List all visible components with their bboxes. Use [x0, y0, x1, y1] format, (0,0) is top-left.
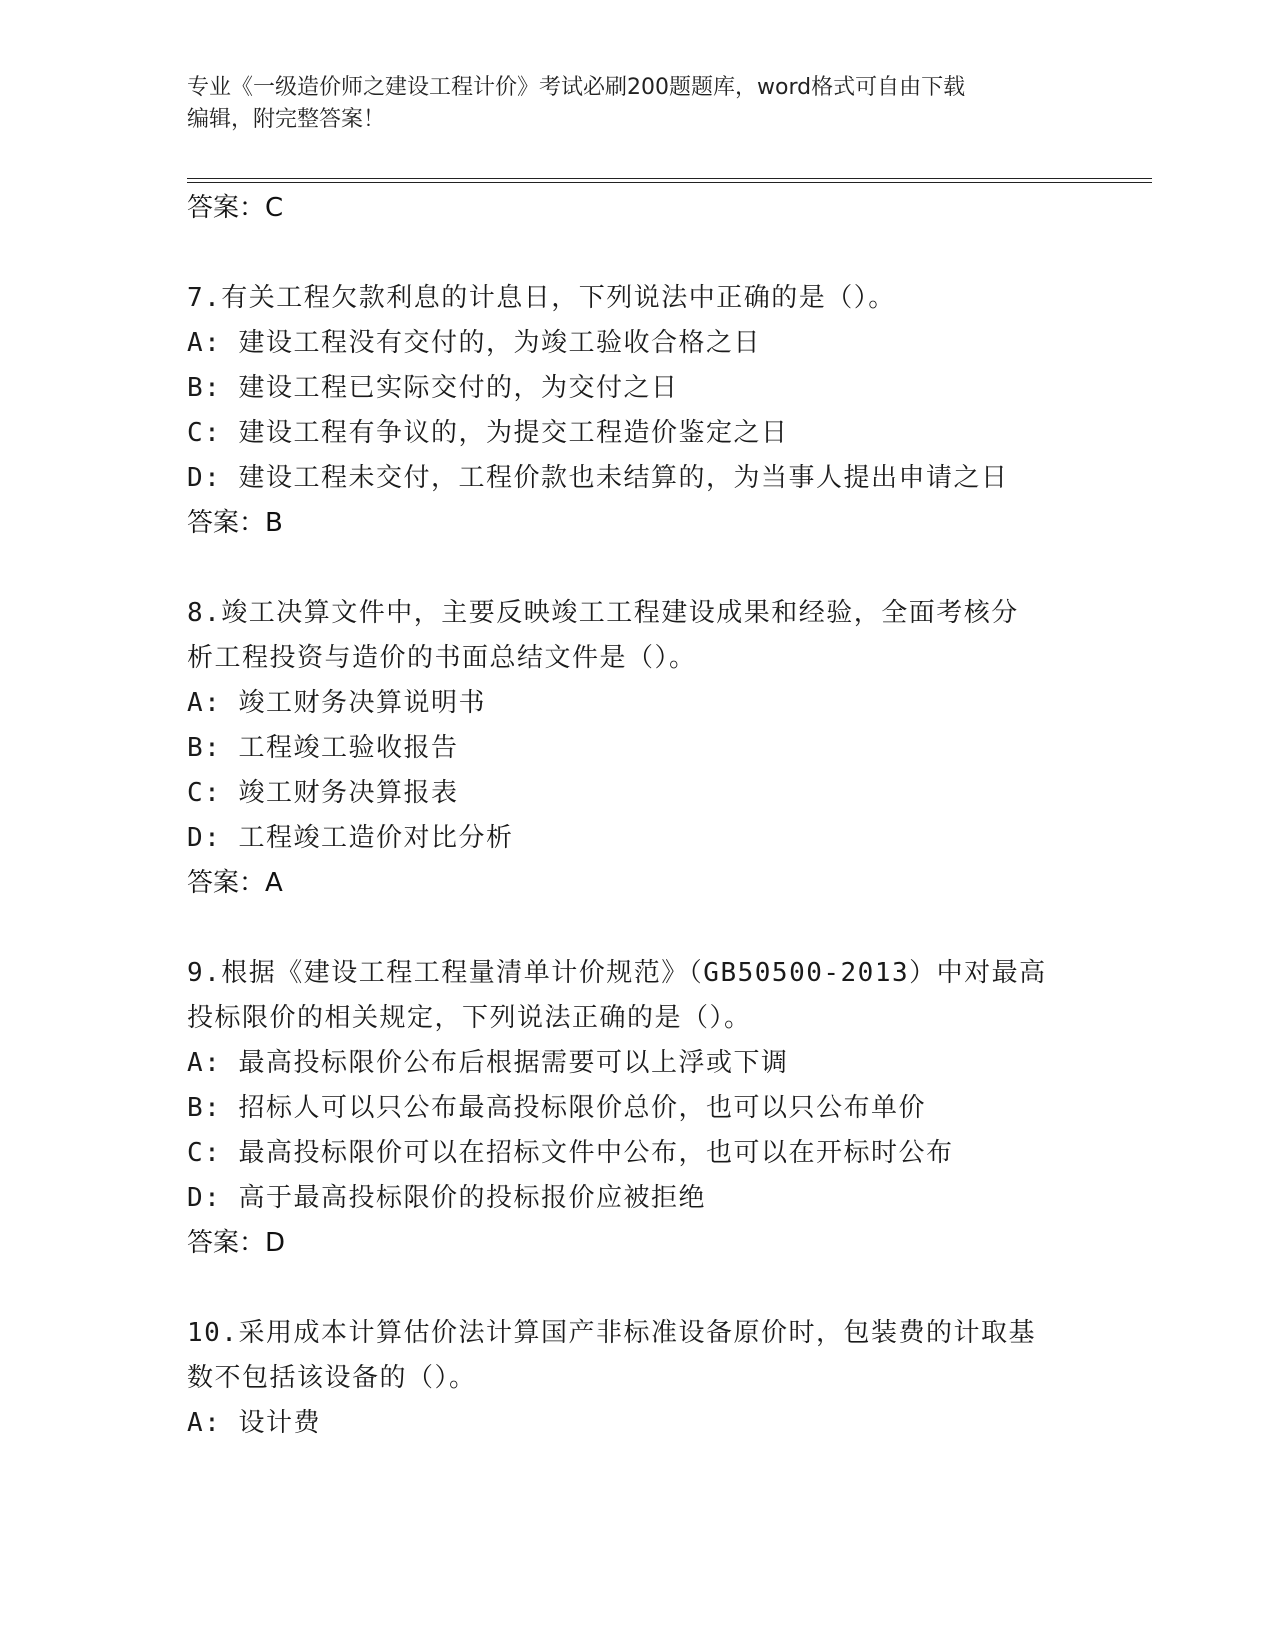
option-line: A: 建设工程没有交付的，为竣工验收合格之日 — [187, 328, 761, 358]
option-line: D: 建设工程未交付，工程价款也未结算的，为当事人提出申请之日 — [187, 463, 1009, 493]
option-line: B: 工程竣工验收报告 — [187, 733, 459, 763]
block-spacer — [187, 1266, 1087, 1311]
option-line: C: 竣工财务决算报表 — [187, 778, 459, 808]
question-text: 7.有关工程欠款利息的计息日，下列说法中正确的是（）。 — [187, 283, 896, 313]
question-list — [187, 186, 1087, 1446]
answer-line: 答案：D — [187, 1228, 286, 1258]
option-line: A: 设计费 — [187, 1408, 321, 1438]
option-line: B: 建设工程已实际交付的，为交付之日 — [187, 373, 679, 403]
option-line: B: 招标人可以只公布最高投标限价总价，也可以只公布单价 — [187, 1093, 926, 1123]
option-line: A: 竣工财务决算说明书 — [187, 688, 486, 718]
answer-line: 答案：C — [187, 193, 284, 223]
question-text: 9.根据《建设工程工程量清单计价规范》（GB50500-2013）中对最高 — [187, 958, 1047, 988]
question-text: 数不包括该设备的（）。 — [187, 1363, 477, 1393]
option-line: C: 建设工程有争议的，为提交工程造价鉴定之日 — [187, 418, 789, 448]
question-text: 8.竣工决算文件中，主要反映竣工工程建设成果和经验，全面考核分 — [187, 598, 1019, 628]
header-line-1: 专业《一级造价师之建设工程计价》考试必刷200题题库，word格式可自由下载 — [187, 75, 966, 100]
header-line-2: 编辑，附完整答案！ — [187, 107, 386, 132]
option-line: D: 工程竣工造价对比分析 — [187, 823, 514, 853]
question-text: 析工程投资与造价的书面总结文件是（）。 — [187, 643, 697, 673]
answer-line: 答案：B — [187, 508, 283, 538]
option-line: D: 高于最高投标限价的投标报价应被拒绝 — [187, 1183, 706, 1213]
block-spacer — [187, 906, 1087, 951]
block-spacer — [187, 546, 1087, 591]
question-text: 10.采用成本计算估价法计算国产非标准设备原价时，包装费的计取基 — [187, 1318, 1036, 1348]
option-line: C: 最高投标限价可以在招标文件中公布，也可以在开标时公布 — [187, 1138, 954, 1168]
header-divider — [187, 178, 1152, 183]
option-line: A: 最高投标限价公布后根据需要可以上浮或下调 — [187, 1048, 789, 1078]
page-header — [187, 72, 1067, 136]
block-spacer — [187, 231, 1087, 276]
question-text: 投标限价的相关规定，下列说法正确的是（）。 — [187, 1003, 752, 1033]
answer-line: 答案：A — [187, 868, 283, 898]
